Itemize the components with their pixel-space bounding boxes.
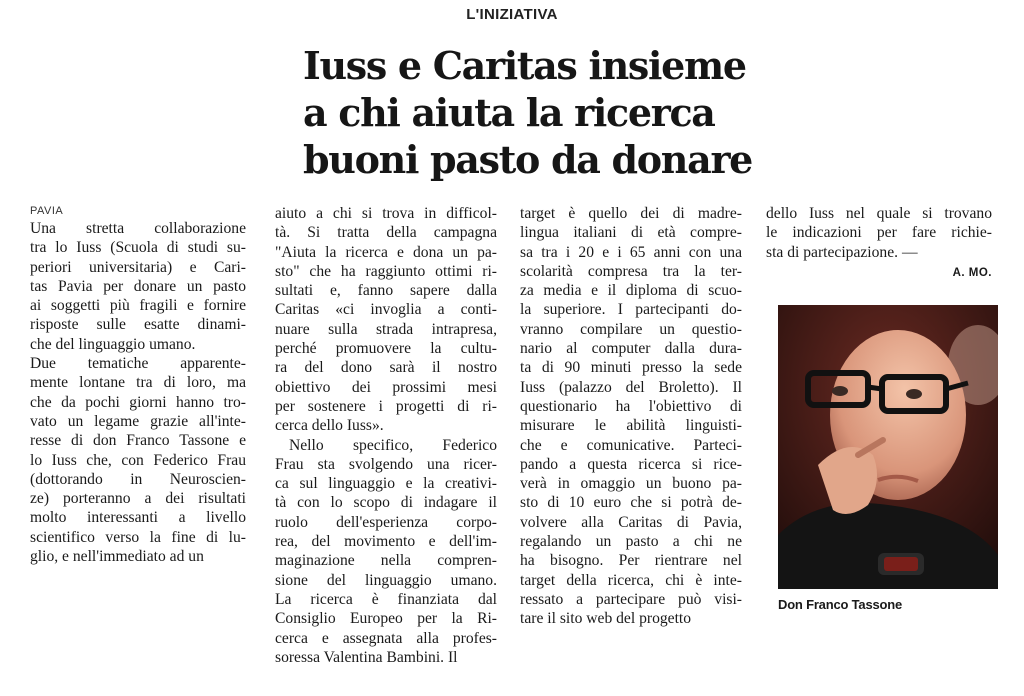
headline [303,42,823,183]
article-text-line: cerca e assegnata alla profes- [275,629,497,647]
article-text-line: le indicazioni per fare richie- [766,224,992,242]
article-text-line: nuare sulla strada intrapresa, [275,320,497,338]
article-text-line: tas Pavia per donare un pasto [30,277,246,295]
article-text-line: tà. Si tratta della campagna [275,224,497,242]
article-text-line: cerca dello Iuss». [275,417,384,435]
headline-line: a chi aiuta la ricerca [303,90,715,135]
article-text-line: lo Iuss che, con Federico Frau [30,451,246,469]
article-text-line: sultati e, fanno sapere dalla [275,282,497,300]
article-text-line: (dottorando in Neuroscien- [30,470,246,488]
article-text-line: perché promuovere la cultu- [275,340,497,358]
article-text-line: ressato a partecipare può visi- [520,590,742,608]
dateline: PAVIA [30,205,64,217]
article-column-1 [30,204,246,566]
article-text-line: Caritas «ci invoglia a conti- [275,301,497,319]
article-text-line: Consiglio Europeo per la Ri- [275,610,497,628]
article-text-line: per sostenere i progetti di ri- [275,397,497,415]
article-text-line: za media e il diploma di scuo- [520,282,742,300]
article-text-line: resse di don Franco Tassone e [30,432,246,450]
article-text-line: obiettivo dei prossimi mesi [275,378,497,396]
article-text-line: molto interessanti a livello [30,509,246,527]
article-text-line: ca sul linguaggio e la creativi- [275,475,497,493]
article-text-line: sto di 10 euro che si potrà de- [520,494,742,512]
article-text-line: nario al computer dalla dura- [520,340,742,358]
article-text-line: Iuss (palazzo del Broletto). Il [520,378,742,396]
article-text-line: che e comunicative. Parteci- [520,436,742,454]
article-text-line: sto" che ha raggiunto ottimi ri- [275,262,497,280]
article-text-line: target della ricerca, chi è inte- [520,571,742,589]
author-signature: A. MO. [952,266,992,279]
article-text-line: Una stretta collaborazione [30,220,246,237]
article-text-line: tà con lo scopo di indagare il [275,494,497,512]
article-text-line: misurare le abilità linguisti- [520,417,742,435]
article-text-line: target è quello dei di madre- [520,205,742,222]
article-text-line: che da pochi giorni hanno tro- [30,393,246,411]
article-column-4 [766,204,992,283]
article-text-line: periori universitaria) e Cari- [30,258,246,276]
article-text-line: Due tematiche apparente- [30,355,246,373]
section-kicker: L'INIZIATIVA [466,6,558,23]
article-text-line: ha bisogno. Per rientrare nel [520,552,742,570]
article-text-line: mente lontane tra di loro, ma [30,374,246,392]
article-text-line: sione del linguaggio umano. [275,571,497,589]
column-lines [766,204,992,262]
article-text-line: ze) porteranno a dei risultati [30,490,246,508]
article-text-line: pando a questa ricerca si rice- [520,455,742,473]
article-text-line: maginazione nella compren- [275,552,497,570]
article-text-line: glio, e nell'immediato ad un [30,548,204,566]
article-text-line: "Aiuta la ricerca e dona un pa- [275,243,497,261]
article-text-line: lingua italiani di età compre- [520,224,742,242]
article-text-line: scientifico verso la fine di lu- [30,528,246,546]
article-text-line: dello Iuss nel quale si trovano [766,205,992,222]
article-text-line: la superiore. I partecipanti do- [520,301,742,319]
headline-line: buoni pasto da donare [303,137,753,182]
column-lines [30,219,246,566]
column-lines [520,204,742,629]
article-text-line: Frau sta svolgendo una ricer- [275,455,497,473]
portrait-photo-icon [778,305,998,589]
article-text-line: sa tra i 20 e i 65 anni con una [520,243,742,261]
article-text-line: ra del dono sarà il nostro [275,359,497,377]
article-text-line: ta di 90 minuti presso la sede [520,359,742,377]
article-text-line: volvere alla Caritas di Pavia, [520,513,742,531]
article-text-line: La ricerca è finanziata dal [275,590,497,608]
article-text-line: Nello specifico, Federico [289,436,497,454]
article-column-3 [520,204,742,629]
article-text-line: questionario ha l'obiettivo di [520,397,742,415]
article-text-line: soressa Valentina Bambini. Il [275,648,458,666]
article-text-line: vato un legame grazie all'inte- [30,412,246,430]
article-text-line: tra lo Iuss (Scuola di studi su- [30,239,246,257]
article-text-line: regalando un pasto a chi ne [520,533,742,551]
headline-line: Iuss e Caritas insieme [303,43,746,88]
article-text-line: rea, del movimento e dell'im- [275,533,497,551]
article-text-line: ruolo dell'esperienza corpo- [275,513,497,531]
column-lines [275,204,497,667]
article-text-line: ai soggetti più fragili e fornire [30,297,246,315]
article-text-line: vranno compilare un questio- [520,320,742,338]
portrait-photo [778,305,998,589]
article-text-line: verà in omaggio un buono pa- [520,475,742,493]
article-text-line: tare il sito web del progetto [520,610,692,628]
article-text-line: che del linguaggio umano. [30,335,196,353]
photo-caption: Don Franco Tassone [778,597,903,612]
article-column-2 [275,204,497,667]
article-text-line: risposte sulle esatte dinami- [30,316,246,334]
article-text-line: scolarità compresa tra la ter- [520,262,742,280]
article-text-line: sta di partecipazione. — [766,243,918,261]
article-text-line: aiuto a chi si trova in difficol- [275,205,497,222]
